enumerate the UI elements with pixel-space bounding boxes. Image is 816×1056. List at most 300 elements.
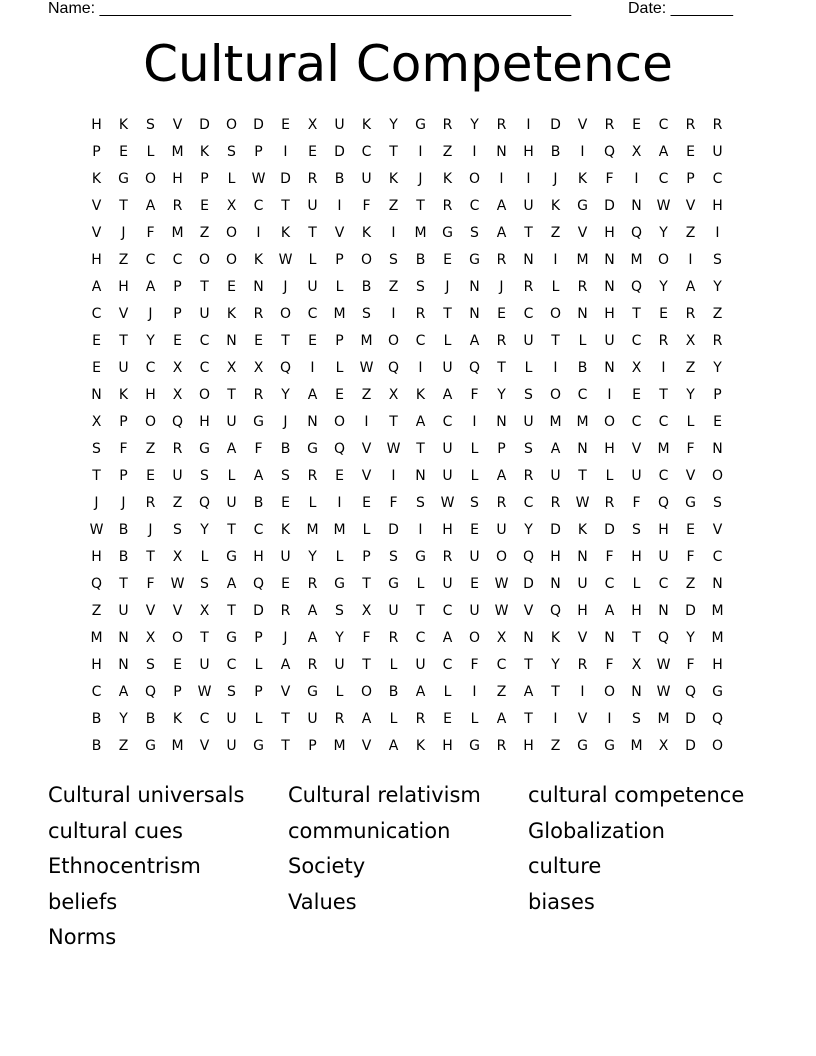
grid-letter: Z — [172, 494, 183, 511]
grid-letter: R — [604, 494, 615, 511]
grid-letter: B — [118, 521, 129, 538]
grid-letter: I — [580, 143, 585, 160]
grid-letter: G — [253, 413, 264, 430]
grid-row — [83, 678, 739, 705]
grid-letter: A — [604, 602, 615, 619]
grid-letter: G — [469, 251, 480, 268]
word-list-item: cultural cues — [48, 818, 183, 843]
grid-letter: S — [524, 440, 533, 457]
grid-row — [83, 543, 739, 570]
grid-letter: I — [310, 359, 315, 376]
grid-letter: C — [712, 170, 723, 187]
grid-letter: U — [496, 521, 507, 538]
grid-letter: N — [577, 440, 588, 457]
grid-letter: S — [146, 116, 155, 133]
grid-letter: I — [607, 386, 612, 403]
grid-letter: W — [197, 683, 212, 700]
grid-letter: O — [144, 170, 157, 187]
grid-letter: G — [334, 575, 345, 592]
grid-letter: M — [630, 251, 643, 268]
grid-letter: X — [361, 602, 372, 619]
grid-letter: C — [226, 656, 237, 673]
grid-letter: C — [199, 710, 210, 727]
grid-letter: F — [254, 440, 263, 457]
grid-letter: F — [362, 197, 371, 214]
grid-letter: G — [388, 575, 399, 592]
grid-letter: C — [469, 197, 480, 214]
grid-letter: N — [550, 575, 561, 592]
grid-letter: I — [472, 143, 477, 160]
grid-letter: R — [442, 116, 453, 133]
grid-letter: U — [199, 656, 210, 673]
grid-letter: P — [173, 683, 182, 700]
grid-letter: X — [631, 359, 642, 376]
grid-letter: U — [415, 656, 426, 673]
grid-letter: S — [632, 710, 641, 727]
grid-letter: R — [307, 467, 318, 484]
page-title: Cultural Competence — [143, 35, 673, 93]
grid-letter: R — [253, 305, 264, 322]
grid-letter: K — [577, 170, 588, 187]
grid-letter: F — [146, 224, 155, 241]
grid-letter: P — [686, 170, 695, 187]
grid-letter: N — [604, 629, 615, 646]
grid-letter: J — [283, 278, 288, 295]
grid-letter: N — [577, 305, 588, 322]
grid-letter: T — [524, 656, 533, 673]
grid-letter: A — [523, 683, 534, 700]
grid-letter: G — [604, 737, 615, 754]
grid-letter: W — [575, 494, 590, 511]
grid-letter: R — [550, 494, 561, 511]
grid-letter: E — [713, 413, 722, 430]
grid-row — [83, 516, 739, 543]
grid-letter: Y — [335, 629, 344, 646]
grid-letter: D — [253, 116, 264, 133]
grid-letter: L — [470, 467, 479, 484]
grid-letter: G — [307, 440, 318, 457]
grid-letter: E — [173, 656, 182, 673]
grid-letter: E — [443, 251, 452, 268]
grid-letter: A — [307, 386, 318, 403]
grid-letter: Y — [146, 332, 155, 349]
grid-letter: U — [226, 710, 237, 727]
grid-letter: C — [307, 305, 318, 322]
grid-letter: W — [656, 656, 671, 673]
grid-letter: C — [253, 197, 264, 214]
grid-letter: M — [171, 737, 184, 754]
grid-letter: T — [524, 710, 533, 727]
grid-letter: I — [607, 710, 612, 727]
grid-letter: N — [712, 575, 723, 592]
grid-letter: S — [416, 494, 425, 511]
grid-letter: M — [333, 521, 346, 538]
grid-letter: F — [605, 656, 614, 673]
grid-letter: G — [712, 683, 723, 700]
grid-letter: F — [686, 656, 695, 673]
grid-row — [83, 273, 739, 300]
grid-letter: V — [91, 224, 102, 241]
grid-letter: R — [388, 629, 399, 646]
grid-letter: K — [361, 116, 372, 133]
word-list-item: Ethnocentrism — [48, 854, 201, 878]
grid-letter: Q — [252, 575, 265, 592]
grid-letter: F — [686, 548, 695, 565]
grid-letter: A — [442, 386, 453, 403]
grid-letter: X — [172, 548, 183, 565]
grid-row — [83, 435, 739, 462]
grid-letter: X — [172, 359, 183, 376]
grid-letter: N — [712, 440, 723, 457]
grid-letter: R — [280, 602, 291, 619]
grid-letter: Q — [657, 494, 670, 511]
grid-letter: H — [712, 197, 723, 214]
grid-letter: H — [253, 548, 264, 565]
grid-letter: C — [658, 116, 669, 133]
grid-row — [83, 624, 739, 651]
grid-letter: U — [307, 197, 318, 214]
grid-letter: Y — [686, 386, 695, 403]
grid-letter: T — [551, 683, 560, 700]
grid-row — [83, 381, 739, 408]
grid-letter: F — [470, 386, 479, 403]
grid-letter: M — [333, 737, 346, 754]
grid-letter: P — [335, 332, 344, 349]
grid-letter: I — [553, 251, 558, 268]
grid-letter: D — [685, 710, 696, 727]
grid-letter: U — [523, 413, 534, 430]
grid-letter: Y — [551, 656, 560, 673]
grid-letter: Z — [712, 305, 723, 322]
grid-letter: A — [118, 683, 129, 700]
word-list-item: culture — [528, 854, 602, 878]
grid-letter: V — [577, 116, 588, 133]
word-list-item: Cultural relativism — [288, 783, 481, 807]
grid-letter: E — [308, 143, 317, 160]
grid-letter: E — [686, 521, 695, 538]
grid-letter: E — [146, 467, 155, 484]
grid-letter: E — [362, 494, 371, 511]
grid-letter: E — [281, 575, 290, 592]
grid-letter: Y — [659, 278, 668, 295]
grid-letter: J — [499, 278, 504, 295]
grid-letter: E — [497, 305, 506, 322]
grid-letter: C — [253, 521, 264, 538]
grid-letter: L — [200, 548, 209, 565]
grid-letter: Y — [470, 116, 479, 133]
grid-letter: D — [685, 737, 696, 754]
grid-letter: Q — [468, 359, 481, 376]
grid-letter: M — [576, 251, 589, 268]
grid-letter: X — [91, 413, 102, 430]
grid-letter: Z — [118, 251, 129, 268]
grid-letter: I — [553, 359, 558, 376]
grid-letter: P — [308, 737, 317, 754]
grid-letter: Q — [522, 548, 535, 565]
grid-letter: T — [119, 197, 128, 214]
grid-letter: E — [659, 305, 668, 322]
grid-letter: I — [715, 224, 720, 241]
grid-letter: J — [121, 224, 126, 241]
grid-letter: T — [200, 629, 209, 646]
grid-letter: Q — [657, 629, 670, 646]
grid-letter: H — [91, 548, 102, 565]
grid-letter: W — [494, 575, 509, 592]
grid-letter: V — [577, 629, 588, 646]
grid-letter: K — [550, 629, 561, 646]
grid-letter: H — [658, 521, 669, 538]
grid-letter: O — [225, 116, 238, 133]
grid-letter: S — [281, 467, 290, 484]
grid-letter: O — [711, 737, 724, 754]
word-list-item: Values — [288, 889, 357, 914]
grid-row — [83, 462, 739, 489]
grid-letter: U — [658, 548, 669, 565]
word-list-item: communication — [288, 818, 451, 843]
grid-letter: V — [361, 440, 372, 457]
grid-letter: L — [632, 575, 641, 592]
grid-letter: T — [389, 413, 398, 430]
grid-letter: L — [470, 440, 479, 457]
grid-letter: X — [388, 386, 399, 403]
grid-letter: K — [199, 143, 210, 160]
grid-letter: H — [523, 143, 534, 160]
grid-letter: N — [631, 197, 642, 214]
grid-letter: R — [334, 710, 345, 727]
grid-letter: E — [632, 116, 641, 133]
grid-letter: L — [254, 656, 263, 673]
grid-letter: S — [524, 386, 533, 403]
grid-letter: A — [415, 683, 426, 700]
grid-letter: Z — [388, 197, 399, 214]
grid-letter: R — [523, 467, 534, 484]
grid-letter: L — [308, 251, 317, 268]
grid-letter: I — [580, 683, 585, 700]
grid-letter: M — [333, 305, 346, 322]
grid-letter: Q — [630, 224, 643, 241]
grid-letter: Q — [387, 359, 400, 376]
grid-letter: S — [389, 548, 398, 565]
grid-letter: V — [577, 710, 588, 727]
grid-letter: T — [227, 521, 236, 538]
grid-letter: B — [145, 710, 156, 727]
grid-letter: B — [91, 710, 102, 727]
grid-letter: B — [361, 278, 372, 295]
grid-letter: G — [307, 683, 318, 700]
grid-letter: D — [253, 602, 264, 619]
grid-letter: R — [253, 386, 264, 403]
grid-letter: P — [119, 467, 128, 484]
grid-letter: G — [226, 629, 237, 646]
grid-letter: G — [145, 737, 156, 754]
grid-letter: A — [658, 143, 669, 160]
grid-letter: U — [712, 143, 723, 160]
grid-letter: O — [225, 251, 238, 268]
grid-letter: N — [307, 413, 318, 430]
grid-letter: H — [91, 656, 102, 673]
grid-letter: K — [253, 251, 264, 268]
grid-letter: R — [172, 440, 183, 457]
grid-letter: I — [256, 224, 261, 241]
grid-letter: U — [442, 359, 453, 376]
grid-letter: O — [603, 413, 616, 430]
grid-letter: W — [278, 251, 293, 268]
grid-letter: P — [335, 251, 344, 268]
grid-letter: V — [172, 116, 183, 133]
grid-letter: N — [658, 602, 669, 619]
grid-letter: J — [148, 305, 153, 322]
grid-letter: H — [199, 413, 210, 430]
grid-letter: Y — [713, 278, 722, 295]
grid-letter: U — [199, 305, 210, 322]
grid-letter: T — [551, 332, 560, 349]
grid-letter: I — [283, 143, 288, 160]
grid-letter: M — [711, 629, 724, 646]
grid-letter: R — [685, 305, 696, 322]
grid-letter: C — [415, 332, 426, 349]
grid-letter: W — [494, 602, 509, 619]
grid-letter: M — [657, 440, 670, 457]
grid-letter: S — [173, 521, 182, 538]
grid-letter: V — [280, 683, 291, 700]
grid-letter: M — [171, 224, 184, 241]
grid-letter: P — [119, 413, 128, 430]
grid-letter: P — [173, 305, 182, 322]
grid-letter: W — [89, 521, 104, 538]
grid-letter: L — [578, 332, 587, 349]
grid-letter: B — [550, 143, 561, 160]
grid-letter: M — [711, 602, 724, 619]
grid-letter: A — [361, 710, 372, 727]
grid-letter: L — [443, 332, 452, 349]
grid-letter: C — [415, 629, 426, 646]
word-list-item: beliefs — [48, 889, 118, 914]
grid-letter: J — [553, 170, 558, 187]
grid-letter: Z — [685, 575, 696, 592]
grid-letter: D — [604, 197, 615, 214]
grid-letter: G — [415, 116, 426, 133]
grid-letter: H — [577, 602, 588, 619]
grid-letter: G — [577, 197, 588, 214]
grid-letter: T — [497, 359, 506, 376]
grid-letter: D — [388, 521, 399, 538]
grid-letter: J — [283, 413, 288, 430]
grid-letter: F — [632, 494, 641, 511]
grid-letter: C — [172, 251, 183, 268]
grid-letter: S — [227, 143, 236, 160]
grid-letter: A — [388, 737, 399, 754]
grid-letter: N — [469, 278, 480, 295]
grid-letter: K — [550, 197, 561, 214]
grid-letter: K — [226, 305, 237, 322]
grid-letter: C — [199, 359, 210, 376]
grid-letter: O — [549, 305, 562, 322]
grid-letter: T — [632, 629, 641, 646]
grid-letter: U — [442, 440, 453, 457]
grid-letter: T — [632, 305, 641, 322]
grid-row — [83, 111, 739, 138]
grid-letter: I — [418, 143, 423, 160]
grid-letter: U — [226, 494, 237, 511]
grid-letter: Q — [711, 710, 724, 727]
grid-letter: U — [118, 602, 129, 619]
grid-letter: V — [91, 197, 102, 214]
grid-letter: X — [172, 386, 183, 403]
grid-letter: L — [146, 143, 155, 160]
grid-letter: L — [686, 413, 695, 430]
grid-row — [83, 651, 739, 678]
grid-letter: Q — [630, 278, 643, 295]
grid-letter: W — [359, 359, 374, 376]
grid-letter: A — [496, 467, 507, 484]
grid-letter: E — [470, 575, 479, 592]
grid-letter: P — [254, 143, 263, 160]
grid-letter: O — [198, 386, 211, 403]
grid-letter: A — [415, 413, 426, 430]
name-field-label: Name: _____________________________________________________ — [48, 0, 572, 17]
grid-letter: A — [145, 278, 156, 295]
grid-letter: P — [173, 278, 182, 295]
grid-letter: S — [227, 683, 236, 700]
grid-letter: R — [307, 170, 318, 187]
grid-letter: E — [686, 143, 695, 160]
grid-letter: L — [335, 683, 344, 700]
grid-letter: T — [659, 386, 668, 403]
grid-letter: B — [253, 494, 264, 511]
grid-letter: K — [577, 521, 588, 538]
grid-letter: H — [604, 224, 615, 241]
grid-letter: Q — [684, 683, 697, 700]
grid-letter: H — [604, 305, 615, 322]
grid-letter: Z — [361, 386, 372, 403]
grid-letter: A — [307, 602, 318, 619]
grid-letter: Y — [281, 386, 290, 403]
grid-letter: A — [226, 575, 237, 592]
grid-letter: S — [92, 440, 101, 457]
grid-letter: A — [496, 710, 507, 727]
grid-letter: T — [443, 305, 452, 322]
grid-letter: Q — [549, 602, 562, 619]
grid-letter: O — [333, 413, 346, 430]
grid-letter: I — [526, 170, 531, 187]
grid-letter: F — [686, 440, 695, 457]
grid-letter: O — [603, 683, 616, 700]
grid-letter: K — [388, 170, 399, 187]
grid-letter: V — [361, 467, 372, 484]
grid-letter: O — [198, 251, 211, 268]
word-list-item: biases — [528, 889, 595, 914]
grid-letter: K — [91, 170, 102, 187]
grid-letter: W — [656, 683, 671, 700]
grid-letter: C — [496, 656, 507, 673]
grid-letter: L — [416, 575, 425, 592]
grid-letter: X — [307, 116, 318, 133]
grid-letter: U — [226, 737, 237, 754]
grid-letter: I — [337, 494, 342, 511]
grid-letter: G — [415, 548, 426, 565]
grid-letter: U — [334, 116, 345, 133]
grid-row — [83, 192, 739, 219]
grid-letter: R — [604, 116, 615, 133]
grid-row — [83, 732, 739, 759]
grid-letter: B — [415, 251, 426, 268]
grid-letter: Z — [685, 359, 696, 376]
grid-letter: U — [307, 710, 318, 727]
grid-letter: V — [145, 602, 156, 619]
grid-letter: K — [415, 737, 426, 754]
grid-letter: T — [146, 548, 155, 565]
grid-letter: Z — [145, 440, 156, 457]
